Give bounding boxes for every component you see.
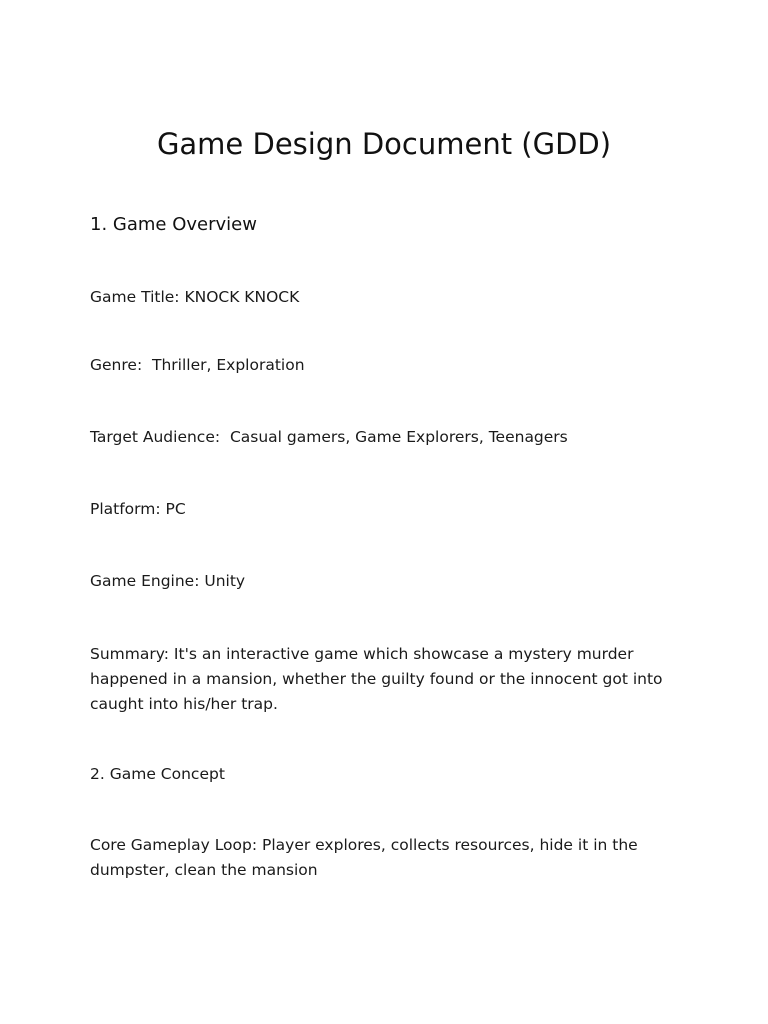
core-gameplay-loop-paragraph: Core Gameplay Loop: Player explores, collects resources, hide it in the dumpster, clean the mansion — [90, 836, 638, 879]
target-audience-line: Target Audience: Casual gamers, Game Explorers, Teenagers — [90, 428, 568, 446]
section-heading-game-overview: 1. Game Overview — [90, 214, 257, 235]
game-engine-line: Game Engine: Unity — [90, 572, 246, 590]
platform-line: Platform: PC — [90, 500, 186, 518]
section-heading-game-concept: 2. Game Concept — [90, 765, 225, 783]
genre-line: Genre: Thriller, Exploration — [90, 356, 305, 374]
game-title-line: Game Title: KNOCK KNOCK — [90, 288, 300, 306]
summary-paragraph: Summary: It's an interactive game which showcase a mystery murder happened in a mansion, whether the guilty found or the innocent got into caught into his/her trap. — [90, 645, 663, 713]
document-title: Game Design Document (GDD) — [156, 127, 612, 161]
